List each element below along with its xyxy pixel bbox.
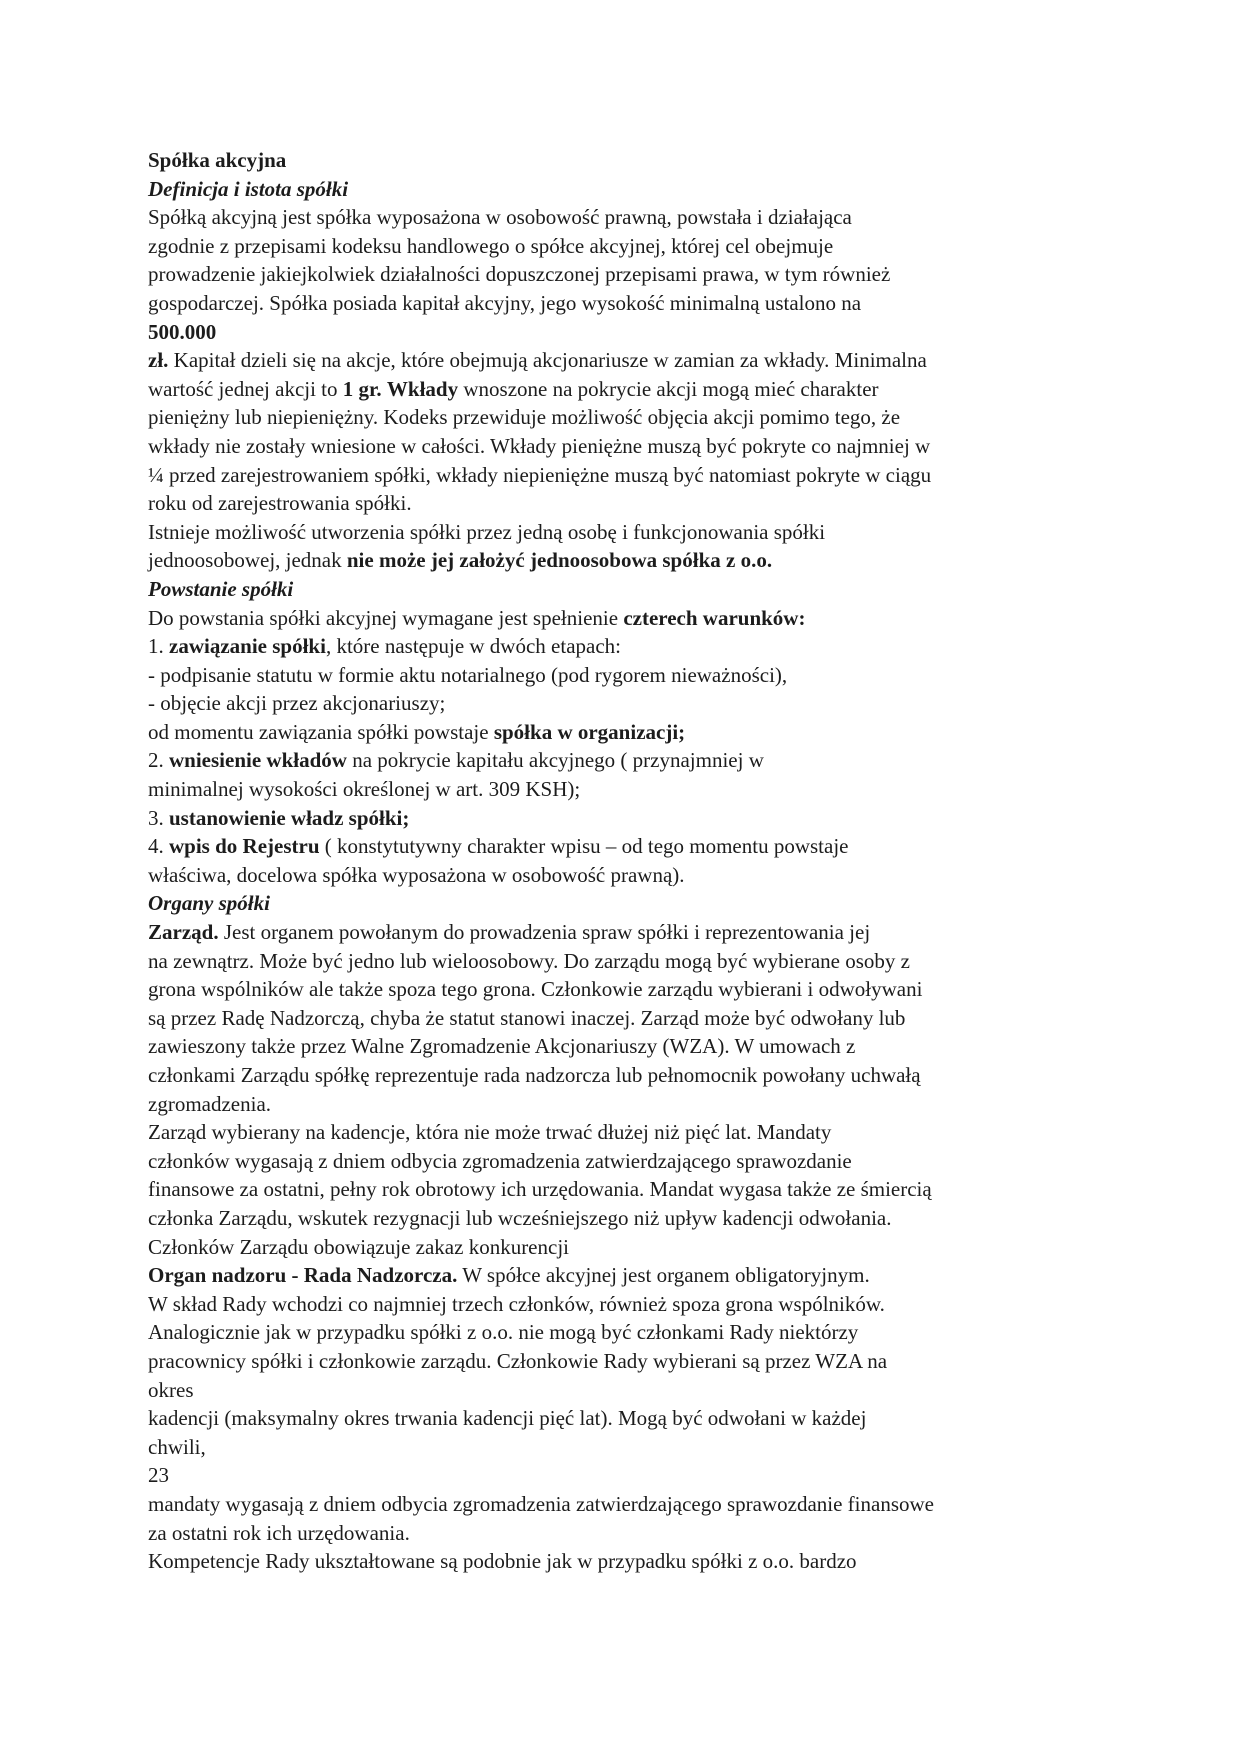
text-line [148, 604, 1108, 633]
text-span: Do powstania spółki akcyjnej wymagane jest spełnienie [148, 605, 624, 630]
bold-text: zawiązanie spółki [169, 634, 326, 659]
text-line: właściwa, docelowa spółka wyposażona w osobowość prawną). [148, 862, 685, 887]
section-heading-formation: Powstanie spółki [148, 576, 294, 601]
text-span: ( konstytutywny charakter wpisu – od tego momentu powstaje [319, 834, 849, 859]
text-line: Spółką akcyjną jest spółka wyposażona w osobowość prawną, powstała i działająca [148, 205, 852, 230]
text-span: 4. [148, 834, 169, 859]
text-span: od momentu zawiązania spółki powstaje [148, 719, 494, 744]
bold-text: zł. [148, 348, 169, 373]
text-line: za ostatni rok ich urzędowania. [148, 1520, 410, 1545]
text-line [148, 746, 1108, 775]
bold-text: Zarząd. [148, 920, 219, 945]
text-span: 3. [148, 805, 169, 830]
bold-text: wniesienie wkładów [169, 748, 347, 773]
bold-text: ustanowienie władz spółki; [169, 805, 410, 830]
text-line: zgromadzenia. [148, 1091, 272, 1116]
text-span: 1. [148, 634, 169, 659]
document-title: Spółka akcyjna [148, 148, 287, 172]
text-line: członkami Zarządu spółkę reprezentuje rada nadzorcza lub pełnomocnik powołany uchwałą [148, 1063, 921, 1087]
bold-text: czterech warunków: [623, 605, 806, 630]
text-line: na zewnątrz. Może być jedno lub wieloosobowy. Do zarządu mogą być wybierane osoby z [148, 948, 910, 973]
text-line [148, 346, 1108, 375]
text-span: Kapitał dzieli się na akcje, które obejmują akcjonariusze w zamian za wkłady. Minimalna [168, 348, 927, 373]
text-line: pieniężny lub niepieniężny. Kodeks przewiduje możliwość objęcia akcji pomimo tego, że [148, 405, 901, 430]
section-heading-bodies: Organy spółki [148, 891, 270, 916]
text-line: kadencji (maksymalny okres trwania kadencji pięć lat). Mogą być odwołani w każdej [148, 1406, 867, 1431]
bold-text: 1 gr. [342, 376, 382, 401]
text-line: Kompetencje Rady ukształtowane są podobnie jak w przypadku spółki z o.o. bardzo [148, 1549, 857, 1574]
text-line: chwili, [148, 1434, 206, 1459]
text-line: roku od zarejestrowania spółki. [148, 491, 412, 516]
text-line: Analogicznie jak w przypadku spółki z o.o. nie mogą być członkami Rady niektórzy [148, 1320, 859, 1345]
bold-text: nie może jej założyć jednoosobowa spółka z o.o. [346, 548, 773, 573]
text-line: członka Zarządu, wskutek rezygnacji lub wcześniejszego niż upływ kadencji odwołania. [148, 1205, 892, 1230]
text-line: W skład Rady wchodzi co najmniej trzech członków, również spoza grona wspólników. [148, 1291, 885, 1316]
text-line [148, 718, 1108, 747]
text-line: okres [148, 1377, 194, 1402]
text-line: minimalnej wysokości określonej w art. 309 KSH); [148, 777, 581, 802]
bold-text: spółka w organizacji; [493, 719, 686, 744]
text-line: 500.000 [148, 319, 217, 344]
text-line [148, 375, 1108, 404]
text-line: wkłady nie zostały wniesione w całości. Wkłady pieniężne muszą być pokryte co najmniej w [148, 433, 931, 458]
text-line: zawieszony także przez Walne Zgromadzenie Akcjonariuszy (WZA). W umowach z [148, 1034, 856, 1059]
text-line: ¼ przed zarejestrowaniem spółki, wkłady niepieniężne muszą być natomiast pokryte w ciągu [148, 462, 932, 487]
text-line: mandaty wygasają z dniem odbycia zgromadzenia zatwierdzającego sprawozdanie finansowe [148, 1491, 934, 1516]
text-span: Jest organem powołanym do prowadzenia spraw spółki i reprezentowania jej [218, 920, 871, 945]
text-span: wnoszone na pokrycie akcji mogą mieć charakter [458, 376, 879, 401]
text-span: jednoosobowej, jednak [148, 548, 347, 573]
text-line [148, 804, 1108, 833]
document-page [148, 146, 1108, 1576]
text-line [148, 918, 1108, 947]
bold-text: Organ nadzoru - Rada Nadzorcza. [148, 1263, 458, 1288]
text-line: prowadzenie jakiejkolwiek działalności dopuszczonej przepisami prawa, w tym również [148, 262, 891, 287]
text-span: wartość jednej akcji to [148, 376, 343, 401]
text-line: finansowe za ostatni, pełny rok obrotowy ich urzędowania. Mandat wygasa także ze śmiercią [148, 1177, 932, 1202]
text-line: członków wygasają z dniem odbycia zgromadzenia zatwierdzającego sprawozdanie [148, 1148, 852, 1173]
bold-text: Wkłady [386, 376, 459, 401]
text-line: pracownicy spółki i członkowie zarządu. Członkowie Rady wybierani są przez WZA na [148, 1348, 888, 1373]
text-line [148, 832, 1108, 861]
text-line: zgodnie z przepisami kodeksu handlowego o spółce akcyjnej, której cel obejmuje [148, 233, 834, 258]
section-heading-definition: Definicja i istota spółki [148, 176, 349, 201]
text-span: na pokrycie kapitału akcyjnego ( przynajmniej w [346, 748, 764, 773]
bold-text: wpis do Rejestru [169, 834, 320, 859]
text-line: grona wspólników ale także spoza tego grona. Członkowie zarządu wybierani i odwoływani [148, 977, 923, 1002]
text-line: Członków Zarządu obowiązuje zakaz konkurencji [148, 1234, 569, 1259]
text-span: , które następuje w dwóch etapach: [325, 634, 621, 659]
text-line: - objęcie akcji przez akcjonariuszy; [148, 691, 446, 716]
text-line [148, 632, 1108, 661]
text-span: 2. [148, 748, 169, 773]
text-line: gospodarczej. Spółka posiada kapitał akcyjny, jego wysokość minimalną ustalono na [148, 290, 862, 315]
text-span: W spółce akcyjnej jest organem obligatoryjnym. [457, 1263, 870, 1288]
text-line: - podpisanie statutu w formie aktu notarialnego (pod rygorem nieważności), [148, 662, 788, 687]
text-line: Istnieje możliwość utworzenia spółki przez jedną osobę i funkcjonowania spółki [148, 519, 826, 544]
text-line [148, 1261, 1108, 1290]
text-line: Zarząd wybierany na kadencje, która nie może trwać dłużej niż pięć lat. Mandaty [148, 1120, 832, 1145]
page-number: 23 [148, 1463, 169, 1488]
text-line [148, 546, 1108, 575]
text-line: są przez Radę Nadzorczą, chyba że statut stanowi inaczej. Zarząd może być odwołany lub [148, 1005, 906, 1030]
